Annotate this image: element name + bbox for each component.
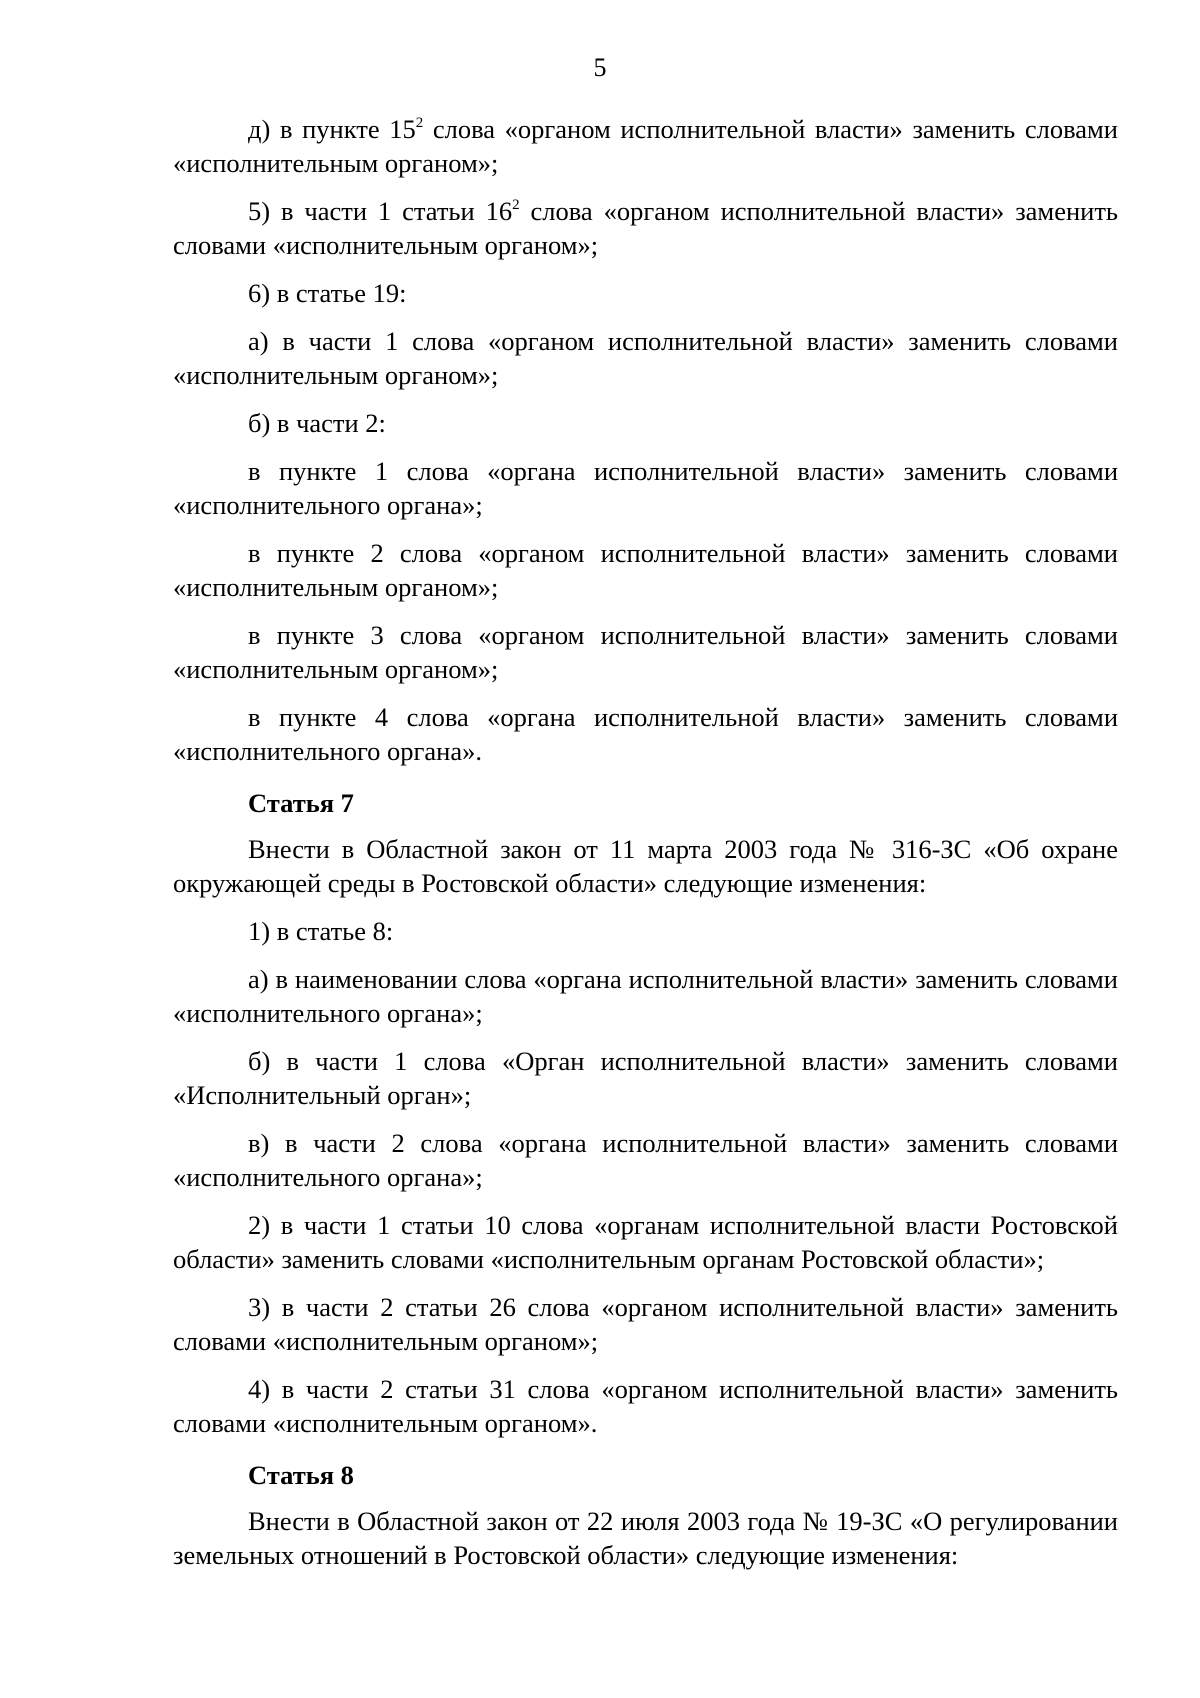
document-body: [173, 112, 1118, 1586]
paragraph-point-3: в пункте 3 слова «органом исполнительной власти» заменить словами «исполнительным органом»;: [173, 620, 1118, 684]
superscript: 2: [415, 115, 424, 131]
paragraph-point-1: в пункте 1 слова «органа исполнительной власти» заменить словами «исполнительного органа»;: [173, 456, 1118, 520]
paragraph-a-name: а) в наименовании слова «органа исполнительной власти» заменить словами «исполнительного органа»;: [173, 964, 1118, 1028]
paragraph-6-article-19: 6) в статье 19:: [248, 278, 407, 308]
article-8-intro: Внести в Областной закон от 22 июля 2003 года № 19-ЗС «О регулировании земельных отношений в Ростовской области» следующие изменения:: [173, 1506, 1118, 1570]
article-7-heading: Статья 7: [248, 788, 354, 818]
paragraph-d-point-15-2: д) в пункте $15^2$ слова «органом исполнительной власти» заменить словами «исполнительным органом»;: [173, 114, 1118, 178]
page-number: 5: [593, 53, 607, 82]
paragraph-3-article-26: 3) в части 2 статьи 26 слова «органом исполнительной власти» заменить словами «исполнительным органом»;: [173, 1292, 1118, 1356]
paragraph-a-part-1: а) в части 1 слова «органом исполнительной власти» заменить словами «исполнительным органом»;: [173, 326, 1118, 390]
superscript: 2: [512, 197, 520, 213]
paragraph-5-article-16-2: 5) в части 1 статьи $16^2$ слова «органом исполнительной власти» заменить словами «исполнительным органом»;: [173, 196, 1118, 260]
paragraph-4-article-31: 4) в части 2 статьи 31 слова «органом исполнительной власти» заменить словами «исполнительным органом».: [173, 1374, 1118, 1438]
paragraph-v-part-2: в) в части 2 слова «органа исполнительной власти» заменить словами «исполнительного органа»;: [173, 1128, 1118, 1192]
article-7-intro: Внести в Областной закон от 11 марта 2003 года № 316-ЗС «Об охране окружающей среды в Ростовской области» следующие изменения:: [173, 834, 1118, 898]
paragraph-point-2: в пункте 2 слова «органом исполнительной власти» заменить словами «исполнительным органом»;: [173, 538, 1118, 602]
paragraph-b-part-2: б) в части 2:: [248, 408, 386, 438]
paragraph-1-article-8: 1) в статье 8:: [248, 916, 394, 946]
paragraph-2-article-10: 2) в части 1 статьи 10 слова «органам исполнительной власти Ростовской области» заменить словами «исполнительным органам Ростовской области»;: [173, 1210, 1118, 1274]
article-8-heading: Статья 8: [248, 1460, 354, 1490]
paragraph-point-4: в пункте 4 слова «органа исполнительной власти» заменить словами «исполнительного органа».: [173, 702, 1118, 766]
paragraph-b-part-1: б) в части 1 слова «Орган исполнительной власти» заменить словами «Исполнительный орган»;: [173, 1046, 1118, 1110]
